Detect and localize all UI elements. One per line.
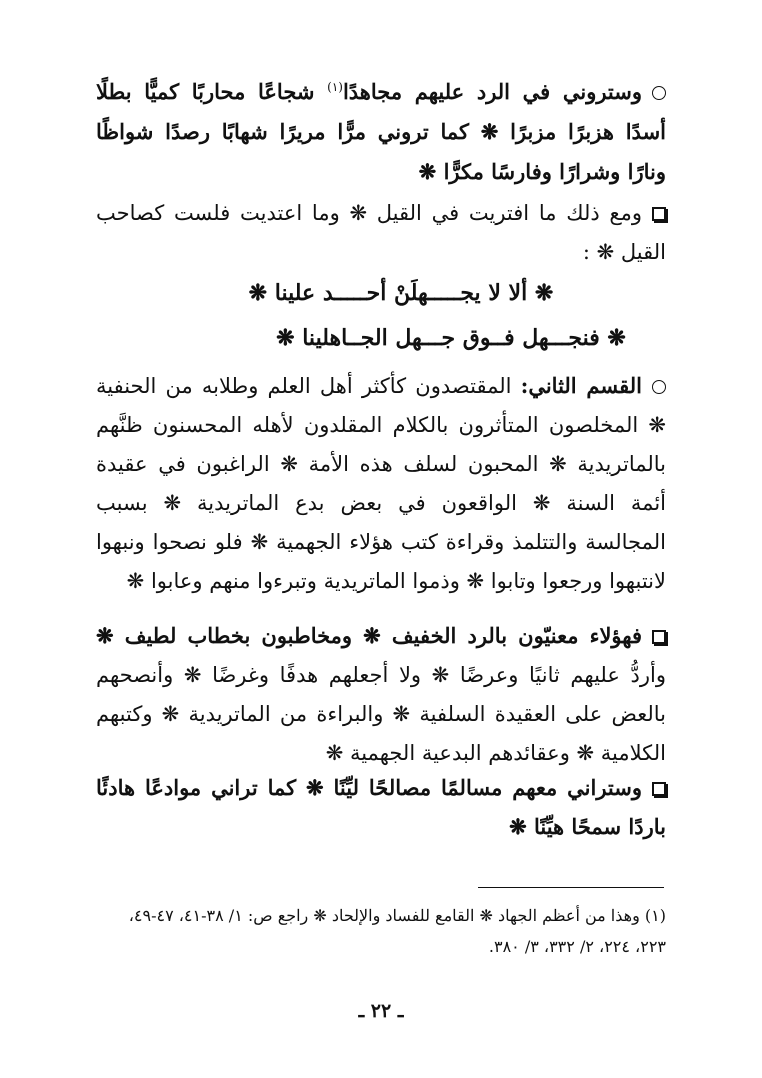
section-heading: القسم الثاني: bbox=[520, 373, 642, 398]
circle-marker-icon bbox=[652, 380, 666, 394]
paragraph-3 bbox=[96, 366, 666, 601]
paragraph-1 bbox=[96, 68, 666, 192]
footnote-number: (١) bbox=[644, 906, 666, 925]
square-marker-icon bbox=[652, 207, 666, 221]
paragraph-4-lead: فهؤلاء معنيّون بالرد الخفيف ❋ ومخاطبون بخطاب لطيف ❋ bbox=[96, 623, 642, 648]
square-marker-icon bbox=[652, 782, 666, 796]
paragraph-5 bbox=[96, 768, 666, 846]
footnote-reference: (١) bbox=[327, 80, 343, 94]
paragraph-4 bbox=[96, 616, 666, 773]
page-number: ـ ٢٢ ـ bbox=[358, 1000, 404, 1022]
circle-marker-icon bbox=[652, 86, 666, 100]
paragraph-2 bbox=[96, 194, 666, 272]
footnote-divider bbox=[478, 887, 664, 888]
paragraph-2-text: ومع ذلك ما افتريت في القيل ❋ وما اعتديت فلست كصاحب القيل ❋ : bbox=[96, 201, 666, 264]
paragraph-1-text: شجاعًا محاربًا كميًّا بطلًا أسدًا هزبرًا مزبرًا ❋ كما تروني مرًّا مريرًا شهابًا رصدًا شواظًا ونارًا وشرارًا وفارسًا مكرًّا ❋ bbox=[96, 79, 666, 184]
paragraph-5-text: وستراني معهم مسالمًا مصالحًا ليِّنًا ❋ كما تراني موادعًا هادئًا باردًا سمحًا هيِّنًا ❋ bbox=[96, 775, 666, 839]
square-marker-icon bbox=[652, 630, 666, 644]
verse-line-2: ❋ فنجـــهل فــوق جـــهل الجــاهلينا ❋ bbox=[276, 325, 626, 351]
footnote-text: وهذا من أعظم الجهاد ❋ القامع للفساد والإلحاد ❋ راجع ص: ١/ ٣٨-٤١، ٤٧-٤٩، ٢٢٣، ٢٢٤، ٢/ ٣٣٢، ٣/ ٣٨٠. bbox=[128, 906, 666, 956]
paragraph-1-lead: وستروني في الرد عليهم مجاهدًا bbox=[342, 79, 642, 104]
footnote bbox=[96, 900, 666, 962]
paragraph-3-text: المقتصدون كأكثر أهل العلم وطلابه من الحنفية ❋ المخلصون المتأثرون بالكلام المقلدون لأهله المحسنون ظنَّهم بالماتريدية ❋ المحبون لسلف هذه الأمة ❋ الراغبون في عقيدة أئمة السنة ❋ الواقعون في بعض بدع الماتريدية ❋ بسبب المجالسة والتتلمذ وقراءة كتب هؤلاء الجهمية ❋ فلو نصحوا ونبهوا لانتبهوا ورجعوا وتابوا ❋ وذموا الماتريدية وتبرءوا منهم وعابوا ❋ bbox=[96, 374, 666, 593]
verse-line-1: ❋ ألا لا يجـــــهلَنْ أحـــــد علينا ❋ bbox=[248, 280, 554, 306]
paragraph-4-text: وأردُّ عليهم ثانيًا وعرضًا ❋ ولا أجعلهم هدفًا وغرضًا ❋ وأنصحهم بالعض على العقيدة السلفية ❋ والبراءة من الماتريدية ❋ وكتبهم الكلامية ❋ وعقائدهم البدعية الجهمية ❋ bbox=[96, 663, 666, 765]
